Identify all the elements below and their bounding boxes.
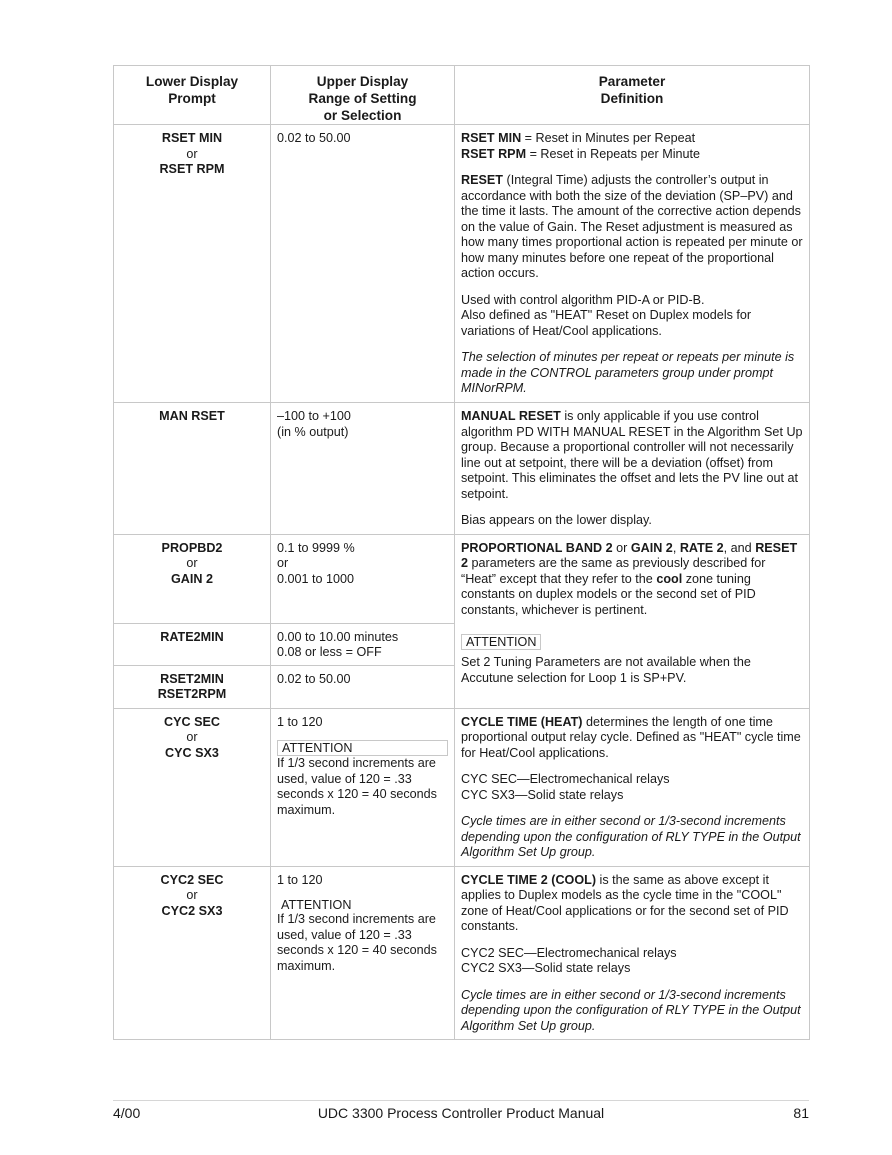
range-cell: 1 to 120 ATTENTION If 1/3 second increments are used, value of 120 = .33 seconds x 120 = 40 seconds maximum. (271, 708, 455, 866)
definition-paragraph: CYC SEC—Electromechanical relays CYC SX3—Solid state relays (461, 772, 670, 802)
definition-paragraph: MANUAL RESET is only applicable if you use control algorithm PD WITH MANUAL RESET in the Algorithm Set Up group. Because a proportional controller will not necessarily line out at setpoint, there will be a deviation (offset) from setpoint. This eliminates the offset and lets the PV line out at setpoint. (461, 409, 803, 501)
definition-paragraph: Used with control algorithm PID-A or PID-B. Also defined as "HEAT" Reset on Duplex models for variations of Heat/Cool applications. (461, 292, 752, 338)
prompt-cell: PROPBD2 or GAIN 2 (114, 534, 271, 623)
footer-page-number: 81 (793, 1105, 809, 1121)
attention-note: Set 2 Tuning Parameters are not available when the Accutune selection for Loop 1 is SP+PV. (461, 655, 751, 685)
definition-paragraph: CYC2 SEC—Electromechanical relays CYC2 SX3—Solid state relays (461, 945, 677, 975)
prompt-cell: RATE2MIN (114, 623, 271, 665)
definition-cell (455, 866, 810, 1040)
attention-label: ATTENTION (461, 634, 541, 650)
definition-paragraph: RESET (Integral Time) adjusts the controller’s output in accordance with both the size of the deviation (SP–PV) and the time it lasts. The amount of the corrective action depends on the value of Gain. The Reset adjustment is measured as how many times proportional action is repeated per minute or how many minutes before one repeat of the proportional action occurs. (461, 173, 803, 280)
parameter-table (113, 65, 810, 1040)
table-row (114, 403, 810, 535)
definition-paragraph: PROPORTIONAL BAND 2 or GAIN 2, RATE 2, and RESET 2 parameters are the same as previously described for “Heat” except that they refer to the cool zone tuning constants on duplex models or the second set of PID constants, whichever is pertinent. (461, 540, 798, 617)
definition-cell (455, 708, 810, 866)
prompt-cell: RSET MIN or RSET RPM (114, 125, 271, 403)
attention-block: ATTENTION If 1/3 second increments are used, value of 120 = .33 seconds x 120 = 40 seconds maximum. (277, 898, 448, 974)
footer-title: UDC 3300 Process Controller Product Manual (317, 1105, 605, 1121)
definition-note: Cycle times are in either second or 1/3-second increments depending upon the configuration of RLY TYPE in the Output Algorithm Set Up group. (461, 814, 801, 859)
definition-paragraph: RSET MIN = Reset in Minutes per Repeat RSET RPM = Reset in Repeats per Minute (461, 131, 701, 161)
range-cell: 1 to 120 ATTENTION If 1/3 second increments are used, value of 120 = .33 seconds x 120 = 40 seconds maximum. (271, 866, 455, 1040)
definition-note: Cycle times are in either second or 1/3-second increments depending upon the configuration of RLY TYPE in the Output Algorithm Set Up group. (461, 987, 801, 1033)
table-header-row (114, 66, 810, 125)
prompt-cell: CYC2 SEC or CYC2 SX3 (114, 866, 271, 1040)
range-cell: 0.00 to 10.00 minutes 0.08 or less = OFF (271, 623, 455, 665)
attention-block (461, 634, 803, 686)
range-cell: –100 to +100 (in % output) (271, 403, 455, 535)
range-cell: 0.1 to 9999 % or 0.001 to 1000 (271, 534, 455, 623)
prompt-cell: CYC SEC or CYC SX3 (114, 708, 271, 866)
header-upper-display-range: Upper Display Range of Setting or Selection (271, 66, 455, 125)
footer-date: 4/00 (113, 1105, 141, 1121)
table-row (114, 534, 810, 623)
definition-cell (455, 125, 810, 403)
header-parameter-definition: Parameter Definition (455, 66, 810, 125)
range-cell: 0.02 to 50.00 (271, 125, 455, 403)
definition-paragraph: CYCLE TIME 2 (COOL) is the same as above except it applies to Duplex models as the cycle time in the "COOL" zone of Heat/Cool applications or for the second set of PID constants. (461, 872, 789, 933)
attention-label: ATTENTION (281, 898, 352, 912)
page-footer (113, 1100, 809, 1121)
definition-note: The selection of minutes per repeat or repeats per minute is made in the CONTROL parameters group under prompt MINorRPM. (461, 350, 795, 395)
range-cell: 0.02 to 50.00 (271, 665, 455, 708)
table-row (114, 708, 810, 866)
table-row (114, 125, 810, 403)
definition-cell (455, 403, 810, 535)
prompt-cell: RSET2MIN RSET2RPM (114, 665, 271, 708)
header-lower-display-prompt: Lower Display Prompt (114, 66, 271, 125)
prompt-cell: MAN RSET (114, 403, 271, 535)
definition-paragraph: CYCLE TIME (HEAT) determines the length of one time proportional output relay cycle. Defined as "HEAT" cycle time for Heat/Cool applications. (461, 714, 801, 760)
attention-label: ATTENTION (277, 740, 448, 756)
attention-block: ATTENTION If 1/3 second increments are used, value of 120 = .33 seconds x 120 = 40 seconds maximum. (277, 740, 448, 818)
table-row (114, 866, 810, 1040)
definition-cell (455, 534, 810, 708)
definition-paragraph: Bias appears on the lower display. (461, 513, 652, 527)
